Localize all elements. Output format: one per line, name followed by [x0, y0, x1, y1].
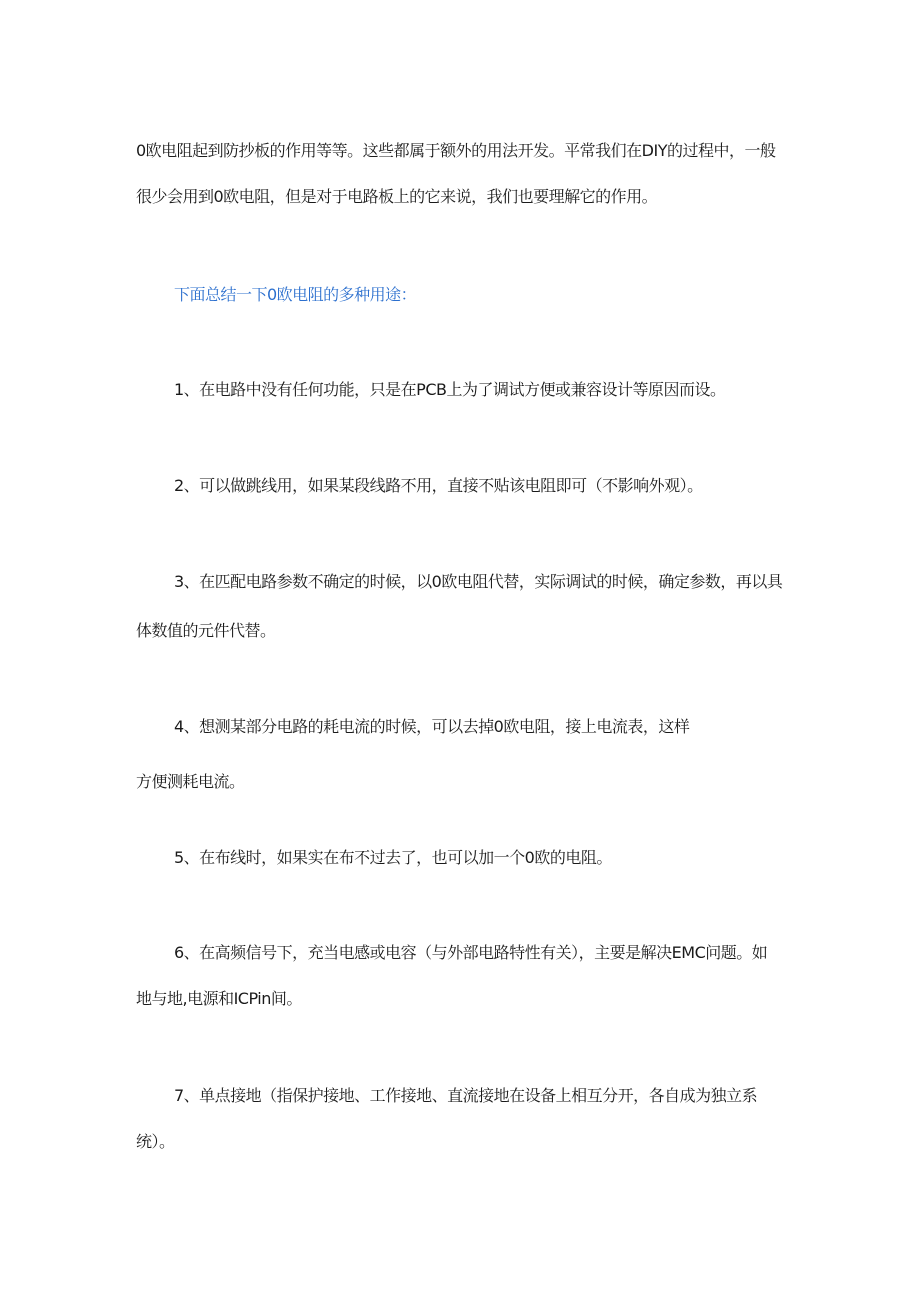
list-item-6: 6、在高频信号下，充当电感或电容（与外部电路特性有关），主要是解决EMC问题。如 — [174, 943, 768, 962]
list-item-7: 7、单点接地（指保护接地、工作接地、直流接地在设备上相互分开，各自成为独立系 — [174, 1086, 758, 1105]
list-item-4: 4、想测某部分电路的耗电流的时候，可以去掉0欧电阻，接上电流表，这样 — [174, 717, 690, 736]
list-item-3-continuation: 体数值的元件代替。 — [136, 621, 276, 640]
list-item-1: 1、在电路中没有任何功能，只是在PCB上为了调试方便或兼容设计等原因而设。 — [174, 380, 726, 399]
section-heading: 下面总结一下0欧电阻的多种用途： — [174, 285, 417, 304]
intro-line-1: 0欧电阻起到防抄板的作用等等。这些都属于额外的用法开发。平常我们在DIY的过程中，一般 — [136, 141, 776, 160]
list-item-2: 2、可以做跳线用，如果某段线路不用，直接不贴该电阻即可（不影响外观）。 — [174, 476, 703, 495]
list-item-3: 3、在匹配电路参数不确定的时候，以0欧电阻代替，实际调试的时候，确定参数，再以具 — [174, 572, 783, 591]
list-item-5: 5、在布线时，如果实在布不过去了，也可以加一个0欧的电阻。 — [174, 848, 612, 867]
list-item-4-continuation: 方便测耗电流。 — [136, 772, 245, 791]
list-item-6-continuation: 地与地,电源和ICPin间。 — [136, 989, 302, 1008]
intro-line-2: 很少会用到0欧电阻，但是对于电路板上的它来说，我们也要理解它的作用。 — [136, 187, 658, 206]
list-item-7-continuation: 统）。 — [136, 1132, 175, 1151]
